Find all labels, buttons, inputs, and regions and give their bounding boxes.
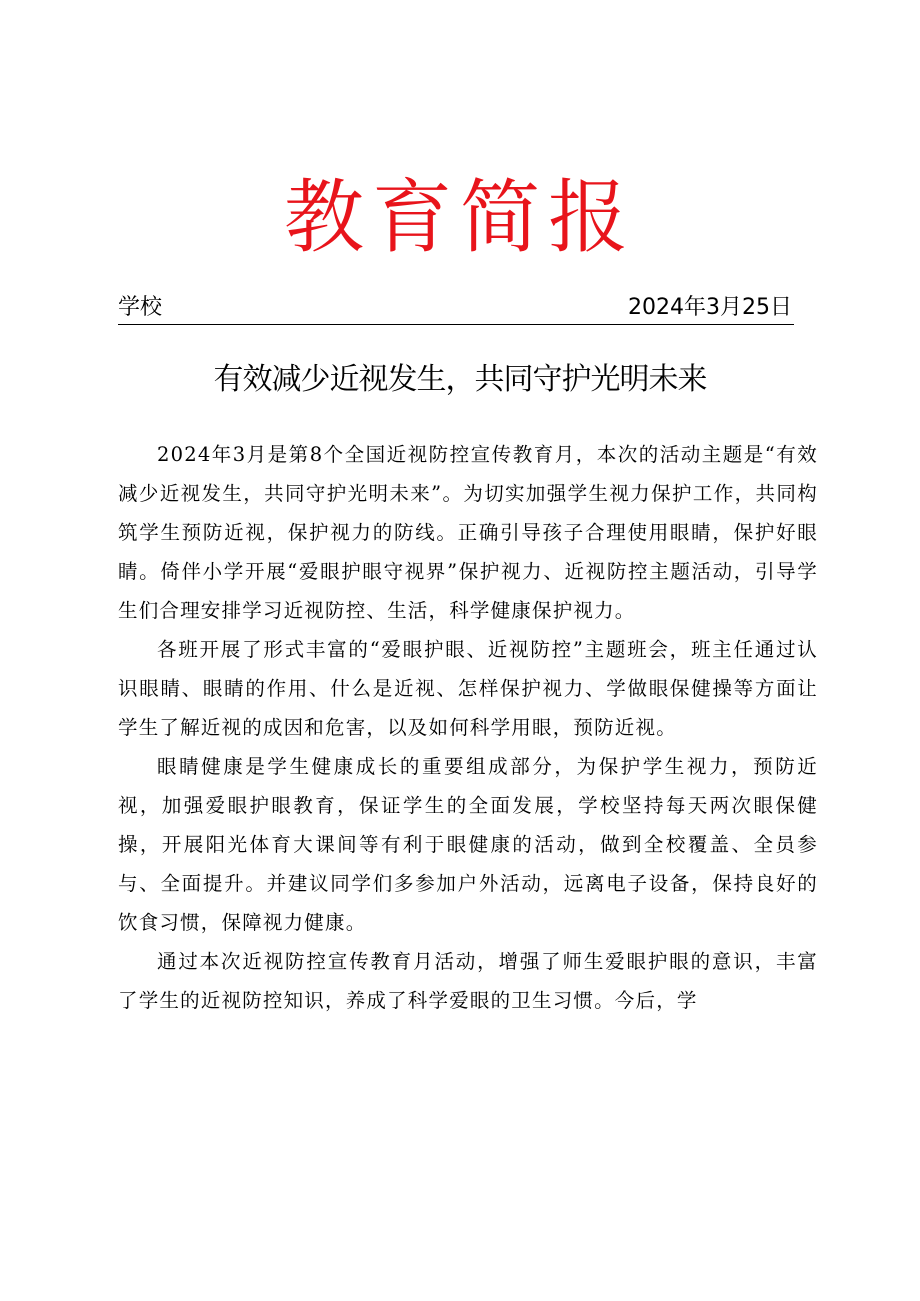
article-paragraph-4: 通过本次近视防控宣传教育月活动，增强了师生爱眼护眼的意识，丰富了学生的近视防控知识，养成了科学爱眼的卫生习惯。今后，学	[118, 950, 818, 1012]
article-body	[118, 435, 818, 1020]
dateline	[118, 294, 794, 325]
article-paragraph-1: 2024年3月是第8个全国近视防控宣传教育月，本次的活动主题是“有效减少近视发生，共同守护光明未来”。为切实加强学生视力保护工作，共同构筑学生预防近视，保护视力的防线。正确引导孩子合理使用眼睛，保护好眼睛。倚伴小学开展“爱眼护眼守视界”保护视力、近视防控主题活动，引导学生们合理安排学习近视防控、生活，科学健康保护视力。	[118, 443, 818, 622]
article-title: 有效减少近视发生，共同守护光明未来	[213, 362, 707, 397]
school-label: 学校	[118, 295, 163, 320]
article-paragraph-3: 眼睛健康是学生健康成长的重要组成部分，为保护学生视力，预防近视，加强爱眼护眼教育，保证学生的全面发展，学校坚持每天两次眼保健操，开展阳光体育大课间等有利于眼健康的活动，做到全校覆盖、全员参与、全面提升。并建议同学们多参加户外活动，远离电子设备，保持良好的饮食习惯，保障视力健康。	[118, 755, 818, 934]
issue-date: 2024年3月25日	[628, 295, 792, 320]
newsletter-masthead: 教育简报	[284, 171, 636, 264]
article-paragraph-2: 各班开展了形式丰富的“爱眼护眼、近视防控”主题班会，班主任通过认识眼睛、眼睛的作用、什么是近视、怎样保护视力、学做眼保健操等方面让学生了解近视的成因和危害，以及如何科学用眼，预防近视。	[118, 638, 818, 739]
